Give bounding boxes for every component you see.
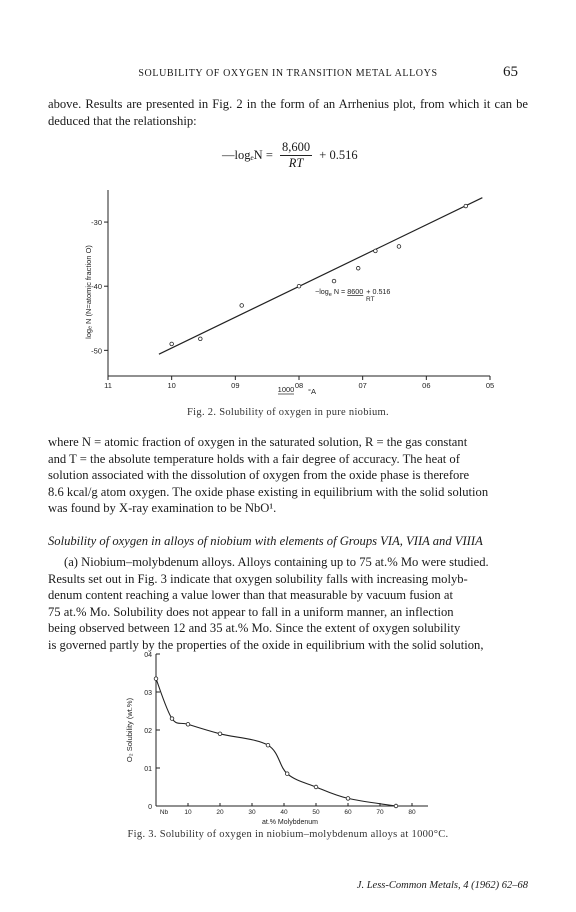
fig3-curve bbox=[156, 679, 396, 806]
fig3-x-tick-label: 30 bbox=[248, 809, 256, 816]
fig2-x-tick-label: 05 bbox=[485, 381, 495, 390]
section-heading: Solubility of oxygen in alloys of niobium with elements of Groups VIA, VIIA and VIIIA bbox=[48, 534, 483, 548]
fig2-data-point bbox=[199, 337, 203, 341]
subsection-paragraph bbox=[48, 554, 528, 653]
fig3-x-label: at.% Molybdenum bbox=[261, 819, 319, 826]
text-line: denum content reaching a value lower than that measurable by vacuum fusion at bbox=[48, 588, 453, 602]
fig2-x-tick-label: 09 bbox=[231, 381, 240, 390]
equation-rhs: + 0.516 bbox=[319, 148, 358, 162]
equation-numerator: 8,600 bbox=[282, 140, 311, 154]
fig2-x-tick-label: 11 bbox=[104, 381, 112, 390]
fig3-data-point bbox=[170, 717, 174, 721]
journal-citation: J. Less-Common Metals, 4 (1962) 62–68 bbox=[356, 880, 528, 891]
fig2-x-tick-label: 10 bbox=[167, 381, 176, 390]
fig2-y-tick-label: -40 bbox=[91, 282, 102, 292]
equation-denominator: RT bbox=[288, 156, 304, 170]
fig2-data-point bbox=[332, 279, 336, 283]
text-line: where N = atomic fraction of oxygen in the saturated solution, R = the gas constant bbox=[48, 435, 468, 449]
fig2-data-point bbox=[356, 266, 360, 270]
text-line: (a) Niobium–molybdenum alloys. Alloys containing up to 75 at.% Mo were studied. bbox=[64, 555, 489, 569]
running-title: SOLUBILITY OF OXYGEN IN TRANSITION METAL ALLOYS bbox=[138, 68, 438, 79]
fig2-caption: Fig. 2. Solubility of oxygen in pure niobium. bbox=[187, 407, 389, 418]
fig2-x-tick-label: 07 bbox=[358, 381, 367, 390]
fig3-y-label: O₂ Solubility (wt.%) bbox=[125, 697, 134, 763]
equation-lhs: —logₑN = bbox=[222, 148, 273, 162]
fig2-data-point bbox=[297, 284, 301, 288]
text-line: being observed between 12 and 35 at.% Mo. Since the extent of oxygen solubility bbox=[48, 621, 461, 635]
fig2-y-tick-label: -30 bbox=[91, 218, 102, 228]
fig3-y-tick-label: 04 bbox=[144, 652, 152, 659]
equation bbox=[222, 140, 358, 171]
fig3-x-tick-label: 10 bbox=[184, 809, 192, 816]
fig2-x-label-num: 1000 bbox=[277, 385, 295, 394]
fig2-data-point bbox=[374, 249, 378, 253]
fig3-data-point bbox=[186, 723, 190, 727]
fig2-x-label-unit: °A bbox=[308, 387, 317, 395]
fig3-x-tick-label: 70 bbox=[376, 809, 384, 816]
equation-fraction bbox=[280, 140, 312, 171]
text-line: is governed partly by the properties of the oxide in equilibrium with the solid solution, bbox=[48, 637, 484, 652]
fig2-data-point bbox=[397, 245, 401, 249]
fig3-y-tick-label: 02 bbox=[144, 728, 152, 735]
fig3-y-tick-label: 03 bbox=[144, 690, 152, 697]
fig2-x-tick-label: 06 bbox=[422, 381, 431, 390]
fig3-data-point bbox=[218, 732, 222, 736]
fig2-data-point bbox=[240, 304, 244, 308]
fig2-y-label: logₑ N (N=atomic fraction O) bbox=[84, 245, 93, 339]
fig3-y-tick-label: 01 bbox=[144, 766, 152, 773]
fig3-x-tick-label: Nb bbox=[159, 809, 169, 816]
after-fig2-paragraph bbox=[48, 434, 528, 517]
fig3-data-point bbox=[266, 743, 270, 747]
fig3-y-tick-label: 0 bbox=[148, 804, 152, 811]
fig3-data-point bbox=[346, 797, 350, 801]
fig2-fit-line bbox=[159, 198, 482, 354]
text-line: and T = the absolute temperature holds with a fair degree of accuracy. The heat of bbox=[48, 451, 460, 466]
fig2-annotation: $-\log_e$ N = 8600 + 0.516 bbox=[315, 287, 391, 298]
fig3-data-point bbox=[314, 785, 318, 789]
text-line: solution associated with the dissolution of oxygen from the oxide phase is therefore bbox=[48, 468, 470, 482]
page-number: 65 bbox=[503, 64, 518, 80]
text-line: Results set out in Fig. 3 indicate that oxygen solubility falls with increasing molyb- bbox=[48, 571, 468, 586]
fig3-x-tick-label: 40 bbox=[280, 809, 288, 816]
intro-paragraph: above. Results are presented in Fig. 2 in the form of an Arrhenius plot, from which it can be deduced that the relationship: bbox=[48, 97, 528, 128]
fig2-x-tick-label: 08 bbox=[294, 381, 304, 390]
fig3-x-tick-label: 50 bbox=[312, 809, 320, 816]
fig2-annotation-den: RT bbox=[366, 296, 375, 303]
fig3-caption: Fig. 3. Solubility of oxygen in niobium–molybdenum alloys at 1000°C. bbox=[127, 829, 449, 840]
fig3-data-point bbox=[285, 772, 289, 776]
text-line: 8.6 kcal/g atom oxygen. The oxide phase existing in equilibrium with the solid solution bbox=[48, 484, 489, 499]
fig3-data-point bbox=[394, 804, 398, 808]
fig2-y-tick-label: -50 bbox=[91, 346, 102, 356]
fig3-x-tick-label: 80 bbox=[408, 809, 416, 816]
fig3-x-tick-label: 60 bbox=[344, 809, 352, 816]
text-line: 75 at.% Mo. Solubility does not appear to fall in a uniform manner, an inflection bbox=[48, 604, 454, 619]
figure-2-arrhenius-plot bbox=[60, 180, 510, 395]
text-line: was found by X-ray examination to be NbO¹. bbox=[48, 501, 277, 515]
fig3-data-point bbox=[154, 677, 158, 681]
fig2-data-point bbox=[170, 342, 174, 346]
fig3-x-tick-label: 20 bbox=[216, 809, 224, 816]
fig2-data-point bbox=[464, 204, 468, 208]
figure-3-solubility-plot bbox=[118, 648, 448, 826]
